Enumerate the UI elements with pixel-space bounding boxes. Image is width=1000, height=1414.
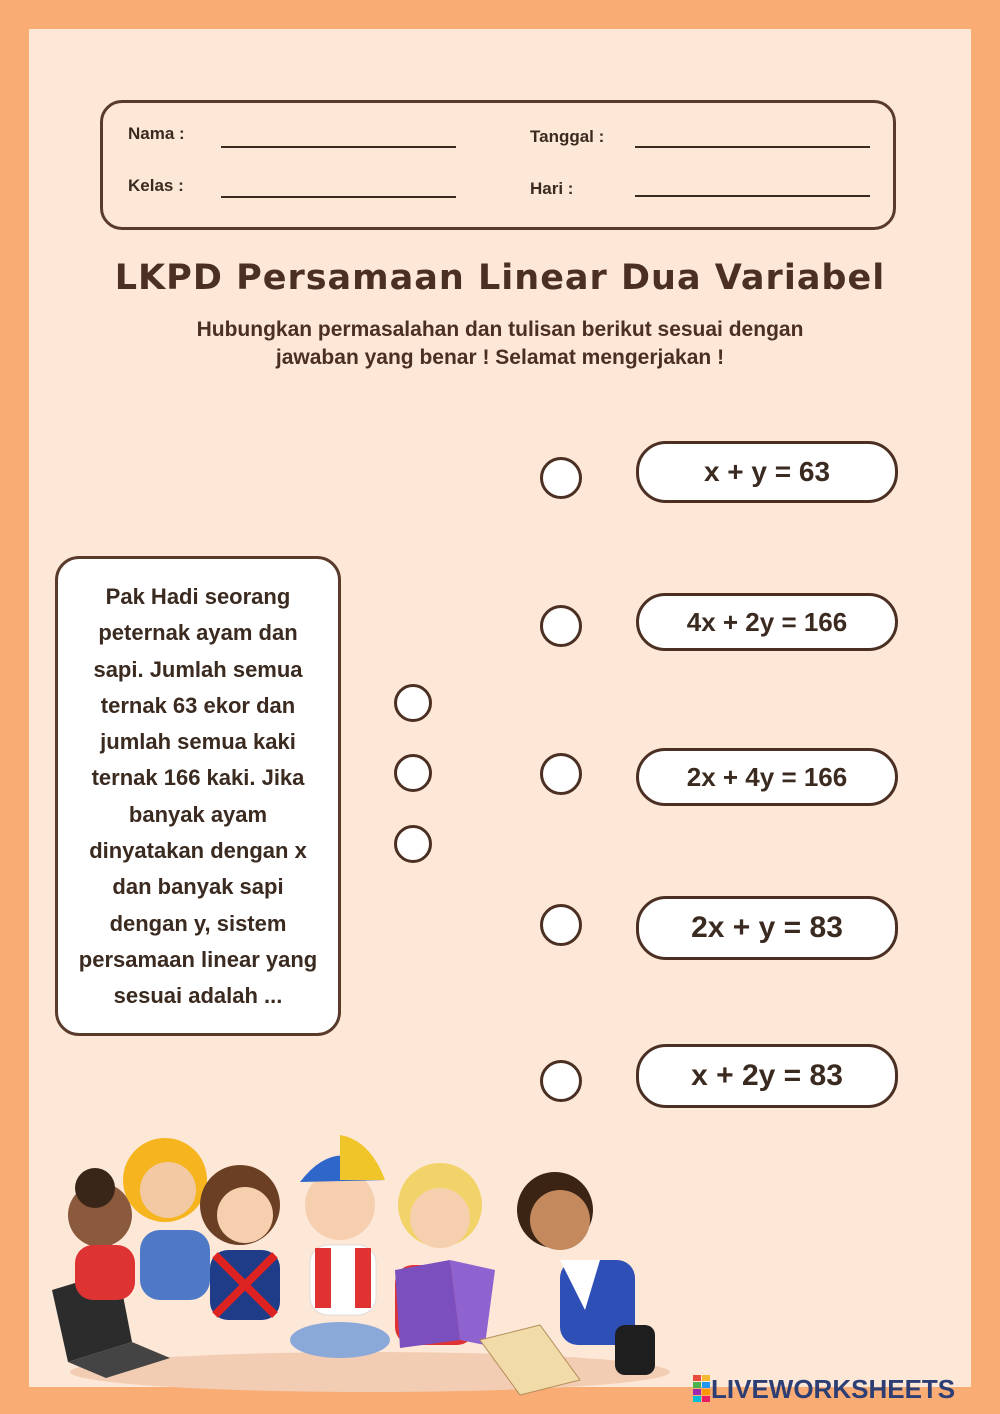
instructions-line-2: jawaban yang benar ! Selamat mengerjakan !: [275, 346, 725, 369]
question-line: ternak 166 kaki. Jika: [91, 765, 305, 791]
answer-option-4[interactable]: 2x + y = 83: [636, 896, 898, 960]
hari-label: Hari :: [530, 179, 574, 198]
answer-connector-dot-1[interactable]: [540, 457, 582, 499]
question-text: [72, 579, 324, 1015]
question-line: dengan y, sistem: [109, 910, 287, 936]
answer-option-2[interactable]: 4x + 2y = 166: [636, 593, 898, 651]
children-reading-illustration: [40, 1110, 710, 1410]
nama-input-line[interactable]: [221, 146, 456, 148]
nama-label: Nama :: [128, 124, 185, 143]
question-connector-dot-1[interactable]: [394, 684, 432, 722]
answer-option-3[interactable]: 2x + 4y = 166: [636, 748, 898, 806]
kelas-label: Kelas :: [128, 176, 184, 195]
question-connector-dot-2[interactable]: [394, 754, 432, 792]
question-card: [55, 556, 341, 1036]
question-line: banyak ayam: [128, 801, 268, 827]
kelas-input-line[interactable]: [221, 196, 456, 198]
hari-input-line[interactable]: [635, 195, 870, 197]
question-line: Pak Hadi seorang: [105, 584, 291, 609]
logo-text: LIVEWORKSHEETS: [711, 1373, 956, 1404]
question-line: sesuai adalah ...: [113, 983, 283, 1009]
question-line: ternak 63 ekor dan: [100, 692, 296, 718]
question-line: dinyatakan dengan x: [89, 838, 307, 864]
answer-connector-dot-3[interactable]: [540, 753, 582, 795]
question-line: jumlah semua kaki: [100, 729, 296, 755]
question-connector-dot-3[interactable]: [394, 825, 432, 863]
answer-connector-dot-5[interactable]: [540, 1060, 582, 1102]
answer-connector-dot-2[interactable]: [540, 605, 582, 647]
liveworksheets-logo: [693, 1372, 955, 1406]
liveworksheets-logo-icon: [693, 1375, 711, 1403]
page-title: LKPD Persamaan Linear Dua Variabel: [114, 258, 886, 298]
tanggal-input-line[interactable]: [635, 146, 870, 148]
instructions: [100, 316, 900, 372]
tanggal-label: Tanggal :: [530, 127, 605, 146]
answer-connector-dot-4[interactable]: [540, 904, 582, 946]
question-line: persamaan linear yang: [78, 946, 318, 972]
answer-option-5[interactable]: x + 2y = 83: [636, 1044, 898, 1108]
instructions-line-1: Hubungkan permasalahan dan tulisan berikut sesuai dengan: [196, 318, 804, 341]
student-info-box: [100, 100, 896, 230]
answer-option-1[interactable]: x + y = 63: [636, 441, 898, 503]
question-line: peternak ayam dan: [98, 620, 298, 646]
question-line: sapi. Jumlah semua: [93, 656, 303, 682]
question-line: dan banyak sapi: [112, 874, 284, 900]
